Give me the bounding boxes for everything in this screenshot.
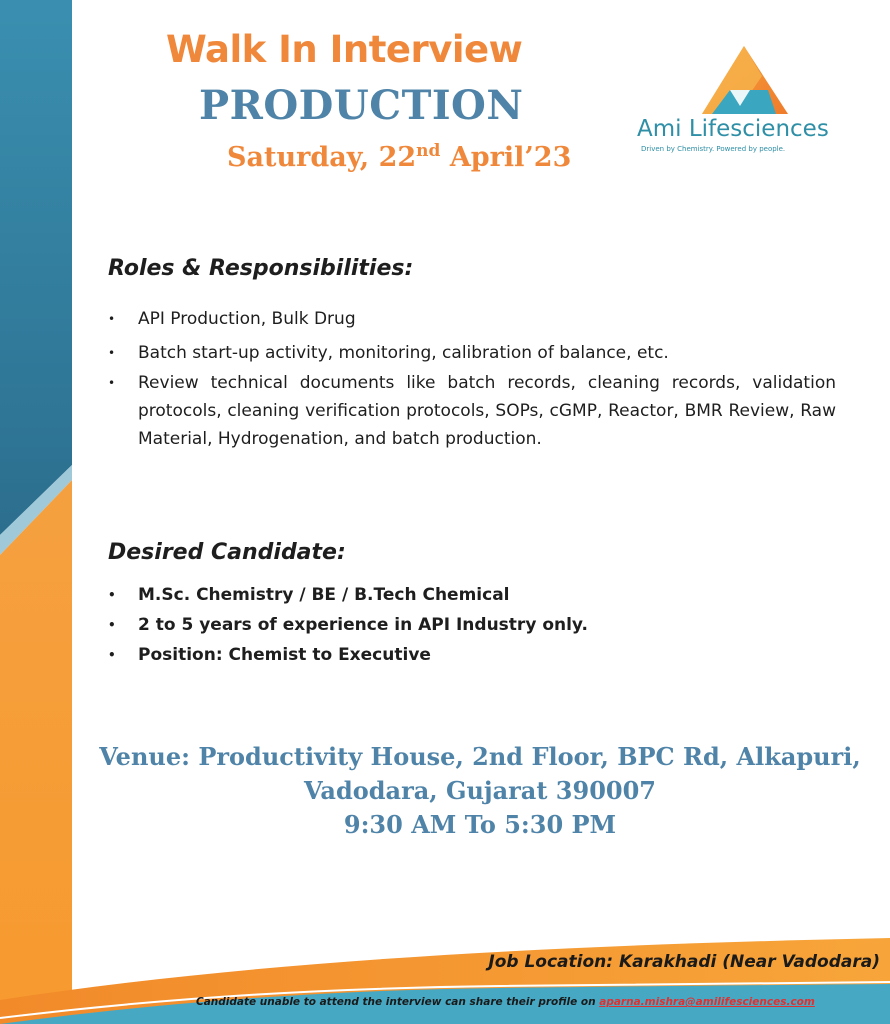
bullet-icon: • <box>108 648 116 662</box>
roles-title: Roles & Responsibilities: <box>108 256 414 281</box>
date-ordinal: nd <box>416 141 441 161</box>
bullet-icon: • <box>108 376 116 390</box>
left-orange-band <box>0 480 72 1024</box>
footer-note-text: Candidate unable to attend the interview can share their profile on <box>196 996 600 1008</box>
left-blue-band <box>0 0 72 535</box>
list-item: • API Production, Bulk Drug <box>108 305 836 333</box>
headline-walk-in: Walk In Interview <box>166 28 523 71</box>
candidate-list <box>108 580 836 670</box>
venue-address-line1: Venue: Productivity House, 2nd Floor, BPC Rd, Alkapuri, <box>99 742 861 771</box>
venue-time: 9:30 AM To 5:30 PM <box>343 810 617 839</box>
company-name: Ami Lifesciences <box>637 116 829 142</box>
bullet-icon: • <box>108 588 116 602</box>
date-suffix: April’23 <box>440 142 572 173</box>
interview-date <box>227 142 571 173</box>
list-item: • Review technical documents like batch records, cleaning records, validation protocols, cleaning verification protocols, SOPs, cGMP, Reactor, BMR Review, Raw Material, Hydrogenation, and batch production. <box>108 369 836 453</box>
bullet-icon: • <box>108 618 116 632</box>
headline-production: PRODUCTION <box>199 82 524 129</box>
bullet-icon: • <box>108 312 116 326</box>
company-tagline: Driven by Chemistry. Powered by people. <box>641 145 786 153</box>
venue-address-line2: Vadodara, Gujarat 390007 <box>303 776 656 805</box>
date-prefix: Saturday, 22 <box>227 142 417 173</box>
bullet-icon: • <box>108 346 116 360</box>
job-location: Job Location: Karakhadi (Near Vadodara) <box>488 952 880 972</box>
candidate-title: Desired Candidate: <box>108 540 346 565</box>
company-logo <box>632 44 862 164</box>
triangle-logo-icon <box>700 44 790 116</box>
list-item: • Position: Chemist to Executive <box>108 640 836 670</box>
list-item: • M.Sc. Chemistry / BE / B.Tech Chemical <box>108 580 836 610</box>
roles-list <box>108 305 836 453</box>
list-item: • Batch start-up activity, monitoring, calibration of balance, etc. <box>108 339 836 367</box>
footer-note <box>196 996 815 1008</box>
contact-email-link[interactable]: aparna.mishra@amilifesciences.com <box>599 996 815 1008</box>
list-item: • 2 to 5 years of experience in API Industry only. <box>108 610 836 640</box>
